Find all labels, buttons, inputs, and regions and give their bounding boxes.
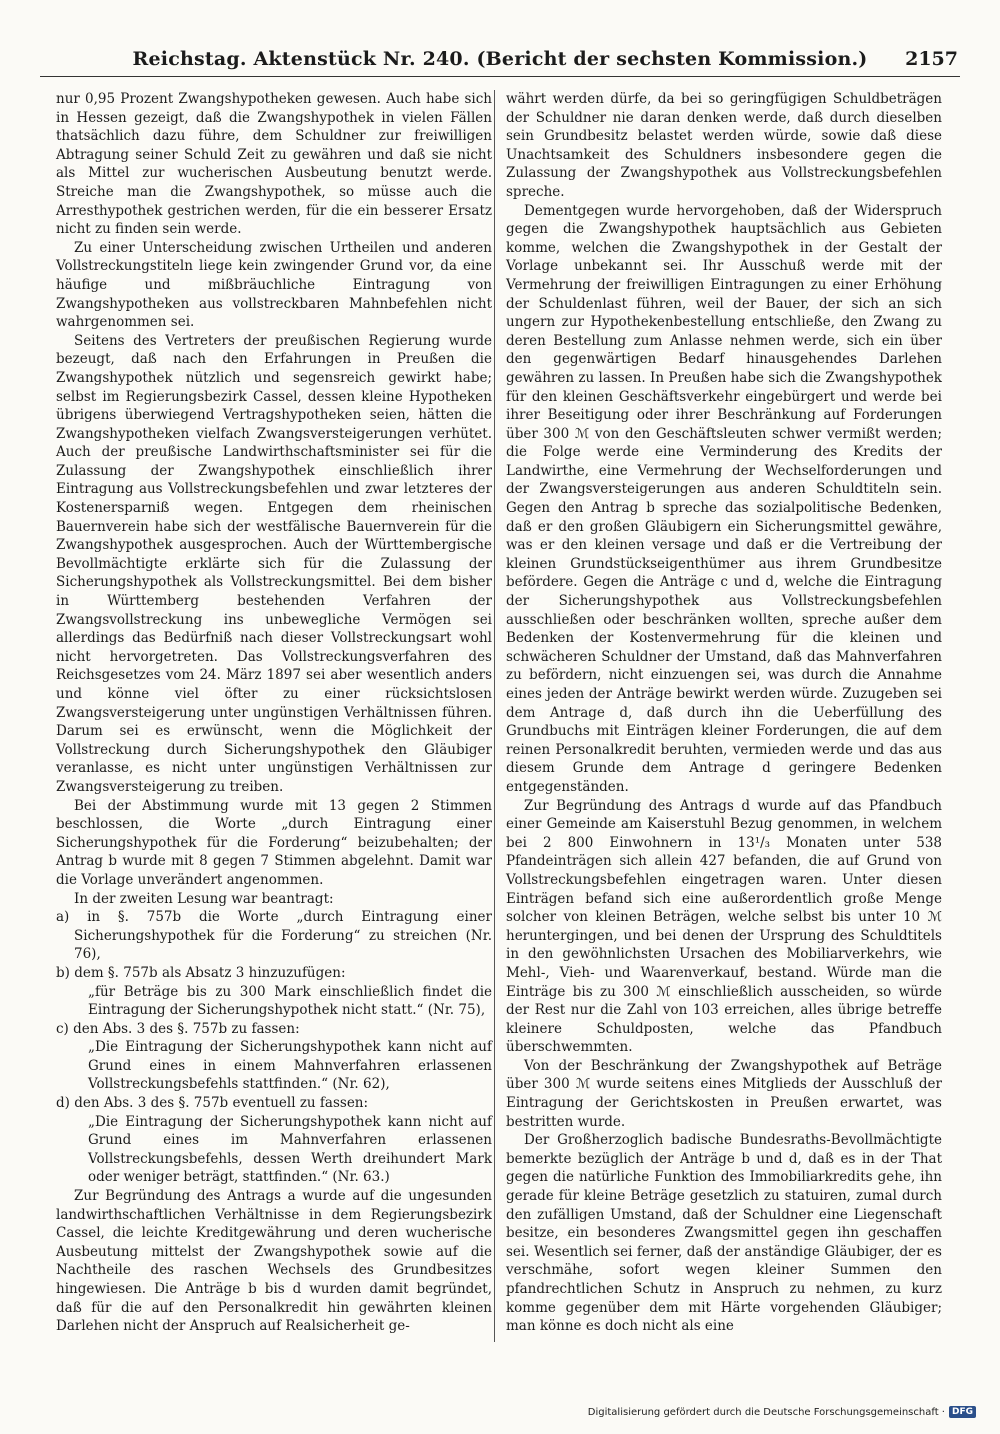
paragraph: Bei der Abstimmung wurde mit 13 gegen 2 Stimmen beschlossen, die Worte „durch Eintragung einer Sicherungshypothek für die Forderung“ beizubehalten; der Antrag b wurde mit 8 gegen 7 Stimmen abgelehnt. Damit war die Vorlage unverändert angenommen. [56, 797, 492, 888]
motion-item: c) den Abs. 3 des §. 757b zu fassen: [56, 1020, 300, 1037]
motion-item: a) in §. 757b die Worte „durch Eintragung einer Sicherungshypothek für die Forderung“ zu streichen (Nr. 76), [56, 909, 492, 963]
motion-item: b) dem §. 757b als Absatz 3 hinzuzufügen: [56, 964, 346, 981]
quoted-motion: „Die Eintragung der Sicherungshypothek kann nicht auf Grund eines in einem Mahnverfahren erlassenen Vollstreckungsbefehls stattfinden.“ (Nr. 62), [88, 1039, 492, 1093]
paragraph: nur 0,95 Prozent Zwangshypotheken gewesen. Auch habe sich in Hessen gezeigt, daß die Zwangshypothek in vielen Fällen thatsächlich dazu führe, dem Schuldner zur freiwilligen Abtragung seiner Schuld Zeit zu gewähren und daß sie nicht als Mittel zur wucherischen Ausbeutung benutzt werde. Streiche man die Zwangshypothek, so müsse auch die Arresthypothek gestrichen werden, für die ein besserer Ersatz nicht zu finden sein werde. [56, 91, 492, 238]
paragraph: Dementgegen wurde hervorgehoben, daß der Widerspruch gegen die Zwangshypothek hauptsächlich aus Gebieten komme, welchen die Zwangshypothek in der Gestalt der Vorlage unbekannt sei. Ihr Ausschuß werde mit der Vermehrung der freiwilligen Eintragungen zu einer Erhöhung der Schuldenlast führen, weil der Bauer, der sich an sich ungern zur Hypothekenbestellung entschließe, den Zwang zu deren Bestellung zum Anlasse nehmen werde, sich ein über den gegenwärtigen Bedarf hinausgehendes Darlehen gewähren zu lassen. In Preußen habe sich die Zwangshypothek für den kleinen Geschäftsverkehr eingebürgert und werde bei ihrer Beseitigung oder ihrer Beschränkung auf Forderungen über 300 ℳ von den Geschäftsleuten schwer vermißt werden; die Folge werde eine Verminderung des Kredits der Landwirthe, eine Vermehrung der Wechselforderungen und der Zwangsversteigerungen aus anderen Schuldtiteln sein. Gegen den Antrag b spreche das sozialpolitische Bedenken, daß er den großen Gläubigern ein Sicherungsmittel gewähre, was er den kleinen versage und daß er die Vertreibung der kleinen Grundstückseigenthümer aus ihrem Grundbesitze befördere. Gegen die Anträge c und d, welche die Eintragung der Sicherungshypothek aus Vollstreckungsbefehlen ausschließen oder beschränken wollten, spreche außer dem Bedenken der Kostenvermehrung für die kleinen und schwächeren Schuldner der Umstand, daß das Mahnverfahren zu befördern, nicht einzuengen sei, was durch die Annahme eines jeden der Anträge bewirkt werden würde. Zuzugeben sei dem Antrage d, daß durch ihn die Ueberfüllung des Grundbuchs mit Einträgen kleiner Forderungen, die auf dem reinen Personalkredit beruhten, vermieden werde und das aus diesem Grunde dem Antrage d geringere Bedenken entgegenständen. [506, 202, 942, 795]
paragraph: Der Großherzoglich badische Bundesraths-Bevollmächtigte bemerkte bezüglich der Anträge b und d, daß es in der That gegen die natürliche Funktion des Immobiliarkredits gehe, ihn gerade für kleine Beträge gesetzlich zu statuiren, zumal durch den zufälligen Umstand, daß der Schuldner eine Liegenschaft besitze, ein besonderes Zwangsmittel gegen ihn geschaffen sei. Wesentlich sei ferner, daß der anständige Gläubiger, der es verschmähe, sofort wegen kleiner Summen den pfandrechtlichen Schutz in Anspruch zu nehmen, zu kurz komme gegenüber dem mit Härte vorgehenden Gläubiger; man könne es doch nicht als eine [506, 1132, 942, 1335]
paragraph: Zu einer Unterscheidung zwischen Urtheilen und anderen Vollstreckungstiteln liege kein zwingender Grund vor, da eine häufige und mißbräuchliche Eintragung von Zwangshypotheken aus vollstreckbaren Mahnbefehlen nicht wahrgenommen sei. [56, 239, 492, 331]
footer-credit [588, 1406, 976, 1418]
paragraph: Zur Begründung des Antrags d wurde auf das Pfandbuch einer Gemeinde am Kaiserstuhl Bezug genommen, in welchem bei 2 800 Einwohnern in 13¹/₃ Monaten unter 538 Pfandeinträgen sich allein 427 befanden, die auf Grund von Vollstreckungsbefehlen eingetragen waren. Unter diesen Einträgen befand sich eine außerordentlich große Menge solcher von kleinen Beträgen, welche selbst bis unter 10 ℳ heruntergingen, und bei denen der Ursprung des Schuldtitels in den gewöhnlichsten Ursachen des Mobiliarverkehrs, wie Mehl-, Vieh- und Waarenverkauf, bestand. Würde man die Einträge bis zu 300 ℳ einschließlich ausscheiden, so würde der Rest nur die Zahl von 103 erreichen, alles übrige betreffe kleinere Schuldposten, welche das Pfandbuch überschwemmten. [506, 797, 942, 1056]
column-divider [494, 90, 495, 1342]
quoted-motion: „für Beträge bis zu 300 Mark einschließlich findet die Eintragung der Sicherungshypothek nicht statt.“ (Nr. 75), [88, 983, 492, 1019]
left-column [56, 90, 492, 1336]
quoted-motion: „Die Eintragung der Sicherungshypothek kann nicht auf Grund eines im Mahnverfahren erlassenen Vollstreckungsbefehls, dessen Werth dreihundert Mark oder weniger beträgt, stattfinden.“ (Nr. 63.) [88, 1113, 492, 1186]
paragraph: In der zweiten Lesung war beantragt: [74, 890, 334, 907]
page-number: 2157 [905, 48, 958, 70]
dfg-logo: DFG [949, 1406, 976, 1418]
right-column [506, 90, 942, 1336]
footer-text: Digitalisierung gefördert durch die Deutsche Forschungsgemeinschaft · [587, 1406, 945, 1418]
header-title: Reichstag. Aktenstück Nr. 240. (Bericht der sechsten Kommission.) [132, 48, 868, 70]
paragraph: Von der Beschränkung der Zwangshypothek auf Beträge über 300 ℳ wurde seitens eines Mitglieds der Ausschluß der Eintragung der Gerichtskosten in Preußen erwartet, was bestritten wurde. [506, 1057, 942, 1130]
paragraph: Zur Begründung des Antrags a wurde auf die ungesunden landwirthschaftlichen Verhältnisse in dem Regierungsbezirk Cassel, die leichte Kreditgewährung und deren wucherische Ausbeutung mittelst der Zwangshypothek sowie auf die Nachtheile des raschen Wechsels des Grundbesitzes hingewiesen. Die Anträge b bis d wurden damit begründet, daß für die auf den Personalkredit hin gewährten kleinen Darlehen nicht der Anspruch auf Realsicherheit ge- [56, 1188, 492, 1335]
paragraph: währt werden dürfe, da bei so geringfügigen Schuldbeträgen der Schuldner nie daran denken werde, daß durch dieselben sein Grundbesitz belastet werden würde, sowie daß diese Unachtsamkeit des Schuldners insbesondere gegen die Zulassung der Zwangshypothek aus Vollstreckungsbefehlen spreche. [506, 91, 942, 200]
page-header [40, 44, 960, 77]
paragraph: Seitens des Vertreters der preußischen Regierung wurde bezeugt, daß nach den Erfahrungen in Preußen die Zwangshypothek nützlich und segensreich gewirkt habe; selbst im Regierungsbezirk Cassel, dessen kleine Hypotheken übrigens überwiegend Vertragshypotheken seien, hätten die Zwangshypotheken vielfach Zwangsversteigerungen verhütet. Auch der preußische Landwirthschaftsminister sei für die Zulassung der Zwangshypothek einschließlich ihrer Eintragung aus Vollstreckungsbefehlen und zwar letzteres der Kostenersparniß wegen. Entgegen dem rheinischen Bauernverein habe sich der westfälische Bauernverein für die Zwangshypothek ausgesprochen. Auch der Württembergische Bevollmächtigte erklärte sich für die Zulassung der Sicherungshypothek als Vollstreckungsmittel. Bei dem bisher in Württemberg bestehenden Verfahren der Zwangsvollstreckung ins unbewegliche Vermögen sei allerdings das Bedürfniß nach dieser Vollstreckungsart wohl nicht hervorgetreten. Das Vollstreckungsverfahren des Reichsgesetzes vom 24. März 1897 sei aber wesentlich anders und könne viel öfter zu einer rücksichtslosen Zwangsversteigerung unter ungünstigen Verhältnissen führen. Darum sei es erwünscht, wenn die Möglichkeit der Vollstreckung durch Sicherungshypothek den Gläubiger veranlasse, es nicht unter ungünstigen Verhältnissen zur Zwangsversteigerung zu treiben. [56, 332, 492, 795]
motion-item: d) den Abs. 3 des §. 757b eventuell zu fassen: [56, 1095, 369, 1112]
